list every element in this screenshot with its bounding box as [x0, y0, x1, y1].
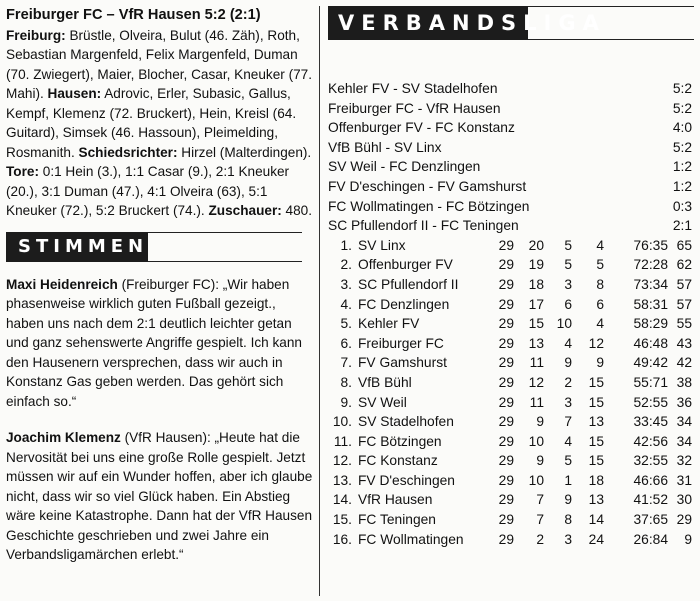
table-cell-drawn: 5	[564, 237, 572, 253]
table-row	[328, 334, 694, 354]
table-row	[328, 393, 694, 413]
result-row	[328, 216, 694, 236]
table-cell-played: 29	[498, 433, 514, 449]
table-cell-goals: 26:84	[633, 531, 668, 547]
table-cell-goals: 49:42	[633, 355, 668, 371]
table-cell-played: 29	[498, 512, 514, 528]
table-cell-drawn: 4	[564, 433, 572, 449]
table-cell-rank: 9.	[340, 394, 352, 410]
column-divider	[319, 6, 320, 596]
table-cell-points: 42	[676, 355, 692, 371]
table-cell-team: FC Wollmatingen	[358, 531, 464, 547]
result-match: Kehler FV - SV Stadelhofen	[328, 81, 498, 96]
result-match: Offenburger FV - FC Konstanz	[328, 120, 515, 136]
result-row	[328, 197, 694, 217]
table-cell-played: 29	[498, 492, 514, 508]
table-cell-team: SV Linx	[358, 237, 406, 253]
table-cell-goals: 58:31	[633, 296, 668, 312]
result-score: 5:2	[672, 139, 692, 155]
table-cell-team: VfR Hausen	[358, 492, 433, 508]
table-cell-rank: 12.	[332, 453, 352, 469]
standings-table	[328, 236, 694, 550]
table-cell-goals: 32:55	[633, 453, 668, 469]
table-cell-rank: 16.	[332, 531, 352, 547]
table-cell-team: SC Pfullendorf II	[358, 276, 459, 292]
table-row	[328, 510, 694, 530]
table-row	[328, 314, 694, 334]
goals: 0:1 Hein (3.), 1:1 Casar (9.), 2:1 Kneuker (20.), 3:1 Duman (47.), 4:1 Olveira (63), 5:1 Kneuker (72.), 5:2 Bruckert (74.).	[6, 164, 290, 218]
goals-label: Tore:	[6, 164, 39, 179]
result-match: SC Pfullendorf II - FC Teningen	[328, 218, 519, 234]
team1-label: Freiburg:	[6, 27, 66, 43]
table-cell-won: 11	[529, 394, 544, 410]
table-cell-rank: 13.	[332, 472, 352, 488]
table-cell-drawn: 1	[564, 472, 572, 488]
result-score: 1:2	[672, 159, 692, 175]
table-cell-drawn: 3	[564, 531, 572, 547]
results-list	[328, 79, 694, 236]
table-cell-rank: 14.	[332, 492, 352, 508]
table-cell-won: 20	[528, 237, 544, 253]
spectators-label: Zuschauer:	[208, 203, 282, 218]
table-cell-goals: 76:35	[633, 237, 668, 253]
result-row	[328, 138, 694, 158]
table-cell-lost: 24	[588, 531, 604, 547]
table-cell-lost: 18	[588, 472, 604, 488]
table-cell-team: Offenburger FV	[358, 257, 453, 273]
table-cell-played: 29	[498, 531, 514, 547]
table-row	[328, 275, 694, 295]
table-cell-points: 38	[676, 374, 692, 390]
table-cell-drawn: 3	[564, 394, 572, 410]
table-cell-drawn: 5	[564, 453, 572, 469]
table-cell-won: 10	[528, 433, 544, 449]
table-row	[328, 255, 694, 275]
table-cell-drawn: 7	[564, 414, 572, 430]
table-cell-points: 65	[676, 237, 692, 253]
table-cell-team: Freiburger FC	[358, 335, 444, 351]
table-cell-played: 29	[498, 394, 514, 410]
referee-label: Schiedsrichter:	[78, 144, 178, 160]
team1-lineup: Brüstle, Olveira, Bulut (46. Zäh), Roth, Sebastian Margenfeld, Felix Margenfeld, Duman (70. Zwiegert), Maier, Blocher, Casar, Kneuker (77. Mahi).	[6, 27, 312, 101]
left-column	[6, 6, 314, 565]
table-cell-lost: 8	[596, 276, 604, 292]
result-match: VfB Bühl - SV Linx	[328, 139, 442, 155]
table-cell-drawn: 9	[564, 492, 572, 508]
table-cell-won: 17	[528, 296, 544, 312]
match-report	[6, 26, 314, 221]
team2-label: Hausen:	[47, 86, 102, 101]
table-cell-goals: 41:52	[633, 492, 668, 508]
table-cell-points: 9	[684, 531, 692, 547]
table-cell-drawn: 2	[564, 374, 572, 390]
result-score: 1:2	[672, 178, 692, 194]
result-match: FC Wollmatingen - FC Bötzingen	[328, 198, 530, 214]
table-cell-played: 29	[498, 335, 514, 351]
table-cell-played: 29	[498, 355, 514, 371]
table-cell-lost: 6	[596, 296, 604, 312]
table-cell-won: 9	[536, 453, 544, 469]
table-cell-goals: 52:55	[633, 394, 668, 410]
quote-heidenreich	[6, 275, 314, 412]
table-cell-drawn: 3	[564, 276, 572, 292]
table-row	[328, 412, 694, 432]
table-cell-rank: 3.	[340, 276, 352, 292]
table-cell-points: 57	[676, 276, 692, 292]
result-score: 5:2	[672, 81, 692, 96]
table-cell-goals: 33:45	[633, 414, 668, 430]
table-cell-lost: 14	[588, 512, 604, 528]
table-cell-played: 29	[498, 237, 514, 253]
table-cell-played: 29	[498, 276, 514, 292]
verbandsliga-heading: VERBANDSLIGA	[328, 6, 528, 40]
table-cell-team: Kehler FV	[358, 316, 420, 332]
table-cell-won: 7	[536, 512, 544, 528]
table-cell-played: 29	[498, 472, 514, 488]
result-score: 2:1	[672, 218, 692, 234]
table-cell-drawn: 4	[564, 335, 572, 351]
table-cell-rank: 1.	[340, 237, 352, 253]
table-cell-points: 55	[676, 316, 692, 332]
table-cell-played: 29	[498, 414, 514, 430]
table-cell-goals: 73:34	[633, 276, 668, 292]
stimmen-heading: STIMMEN	[6, 232, 148, 262]
table-cell-won: 10	[528, 472, 544, 488]
table-cell-played: 29	[498, 453, 514, 469]
table-cell-goals: 72:28	[633, 257, 668, 273]
table-cell-points: 30	[676, 492, 692, 508]
table-cell-rank: 6.	[340, 335, 352, 351]
table-cell-goals: 37:65	[633, 512, 668, 528]
referee: Hirzel (Malterdingen).	[177, 144, 312, 160]
table-cell-won: 15	[528, 316, 544, 332]
table-cell-goals: 58:29	[633, 316, 668, 332]
table-row	[328, 373, 694, 393]
table-row	[328, 530, 694, 550]
table-cell-points: 34	[676, 414, 692, 430]
result-score: 4:0	[672, 120, 692, 136]
result-row	[328, 177, 694, 197]
table-cell-points: 36	[676, 394, 692, 410]
table-cell-lost: 13	[588, 492, 604, 508]
table-cell-goals: 46:48	[633, 335, 668, 351]
right-column	[328, 6, 694, 549]
result-row	[328, 157, 694, 177]
table-cell-played: 29	[498, 316, 514, 332]
table-cell-played: 29	[498, 257, 514, 273]
table-cell-rank: 5.	[340, 316, 352, 332]
table-cell-goals: 42:56	[633, 433, 668, 449]
result-match: SV Weil - FC Denzlingen	[328, 159, 481, 175]
table-cell-lost: 9	[596, 355, 604, 371]
table-row	[328, 353, 694, 373]
table-cell-team: SV Weil	[358, 394, 407, 410]
table-cell-drawn: 9	[564, 355, 572, 371]
result-score: 5:2	[672, 100, 692, 116]
table-cell-team: FC Denzlingen	[358, 296, 450, 312]
table-cell-points: 29	[676, 512, 692, 528]
table-cell-team: FC Bötzingen	[358, 433, 442, 449]
table-cell-won: 18	[528, 276, 544, 292]
table-cell-rank: 2.	[340, 257, 352, 273]
table-cell-played: 29	[498, 374, 514, 390]
table-cell-lost: 13	[588, 414, 604, 430]
table-cell-rank: 8.	[340, 374, 352, 390]
table-row	[328, 432, 694, 452]
table-cell-team: FC Teningen	[358, 512, 436, 528]
team2-lineup: Adrovic, Erler, Subasic, Gallus, Kempf, Klemenz (72. Bruckert), Hein, Kreisl (64. Guitard), Simsek (46. Hassoun), Pleimelding, Rosmanith.	[6, 86, 297, 160]
table-cell-points: 57	[676, 296, 692, 312]
spectators: 480.	[281, 203, 312, 218]
table-cell-won: 19	[528, 257, 544, 273]
table-cell-team: FV Gamshurst	[358, 355, 447, 371]
table-cell-lost: 12	[588, 335, 604, 351]
table-cell-points: 34	[676, 433, 692, 449]
table-cell-team: FV D'eschingen	[358, 472, 455, 488]
result-match: Freiburger FC - VfR Hausen	[328, 100, 501, 116]
result-row	[328, 79, 694, 99]
table-cell-points: 31	[676, 472, 692, 488]
table-cell-lost: 15	[588, 374, 604, 390]
table-cell-drawn: 5	[564, 257, 572, 273]
table-cell-team: SV Stadelhofen	[358, 414, 454, 430]
table-cell-lost: 5	[596, 257, 604, 273]
table-cell-lost: 15	[588, 433, 604, 449]
table-cell-points: 32	[676, 453, 692, 469]
table-cell-drawn: 10	[556, 316, 572, 332]
table-cell-points: 62	[676, 257, 692, 273]
result-match: FV D'eschingen - FV Gamshurst	[328, 178, 527, 194]
table-cell-played: 29	[498, 296, 514, 312]
table-cell-lost: 15	[588, 394, 604, 410]
table-row	[328, 236, 694, 256]
table-cell-won: 13	[528, 335, 544, 351]
quote-speaker: Joachim Klemenz	[6, 430, 121, 445]
result-row	[328, 118, 694, 138]
quote-klemenz	[6, 428, 314, 565]
table-cell-points: 43	[676, 335, 692, 351]
table-cell-won: 7	[536, 492, 544, 508]
table-cell-lost: 4	[596, 237, 604, 253]
table-cell-won: 2	[536, 531, 544, 547]
table-cell-rank: 10.	[332, 414, 352, 430]
table-cell-rank: 4.	[340, 296, 352, 312]
table-cell-won: 12	[528, 374, 544, 390]
table-cell-drawn: 8	[564, 512, 572, 528]
table-cell-rank: 7.	[340, 355, 352, 371]
table-row	[328, 295, 694, 315]
quote-text: (VfR Hausen): „Heute hat die Nervosität bei uns eine große Rolle gespielt. Jetzt müssen wir auf ein Wunder hoffen, aber ich glaube nicht, dass wir so viel Glück haben. Ein Abstieg wäre keine Katastrophe. Dann hat der VfR Hausen Geschichte geschrieben und zwei Jahre ein Verbandsligamärchen erlebt.“	[6, 430, 313, 562]
match-title: Freiburger FC – VfR Hausen 5:2 (2:1)	[6, 7, 261, 23]
table-cell-team: VfB Bühl	[358, 374, 412, 390]
table-cell-team: FC Konstanz	[358, 453, 438, 469]
table-cell-rank: 11.	[333, 433, 352, 449]
table-row	[328, 471, 694, 491]
table-cell-lost: 4	[596, 316, 604, 332]
result-score: 0:3	[672, 198, 692, 214]
table-cell-drawn: 6	[564, 296, 572, 312]
table-cell-won: 11	[529, 355, 544, 371]
result-row	[328, 99, 694, 119]
table-cell-goals: 55:71	[633, 374, 668, 390]
quote-speaker: Maxi Heidenreich	[6, 276, 118, 292]
table-cell-rank: 15.	[332, 512, 352, 528]
table-cell-won: 9	[536, 414, 544, 430]
table-row	[328, 451, 694, 471]
table-cell-goals: 46:66	[633, 472, 668, 488]
quote-text: (Freiburger FC): „Wir haben phasenweise wirklich guten Fußball gezeigt., haben uns nach dem 2:1 deutlich leichter getan und ganz sehenswerte Angriffe gespielt. Ich kann den Hausenern versprechen, dass wir auch in Konstanz Gas geben werden. Das gehört sich einfach so.“	[6, 276, 302, 409]
table-row	[328, 490, 694, 510]
table-cell-lost: 15	[588, 453, 604, 469]
